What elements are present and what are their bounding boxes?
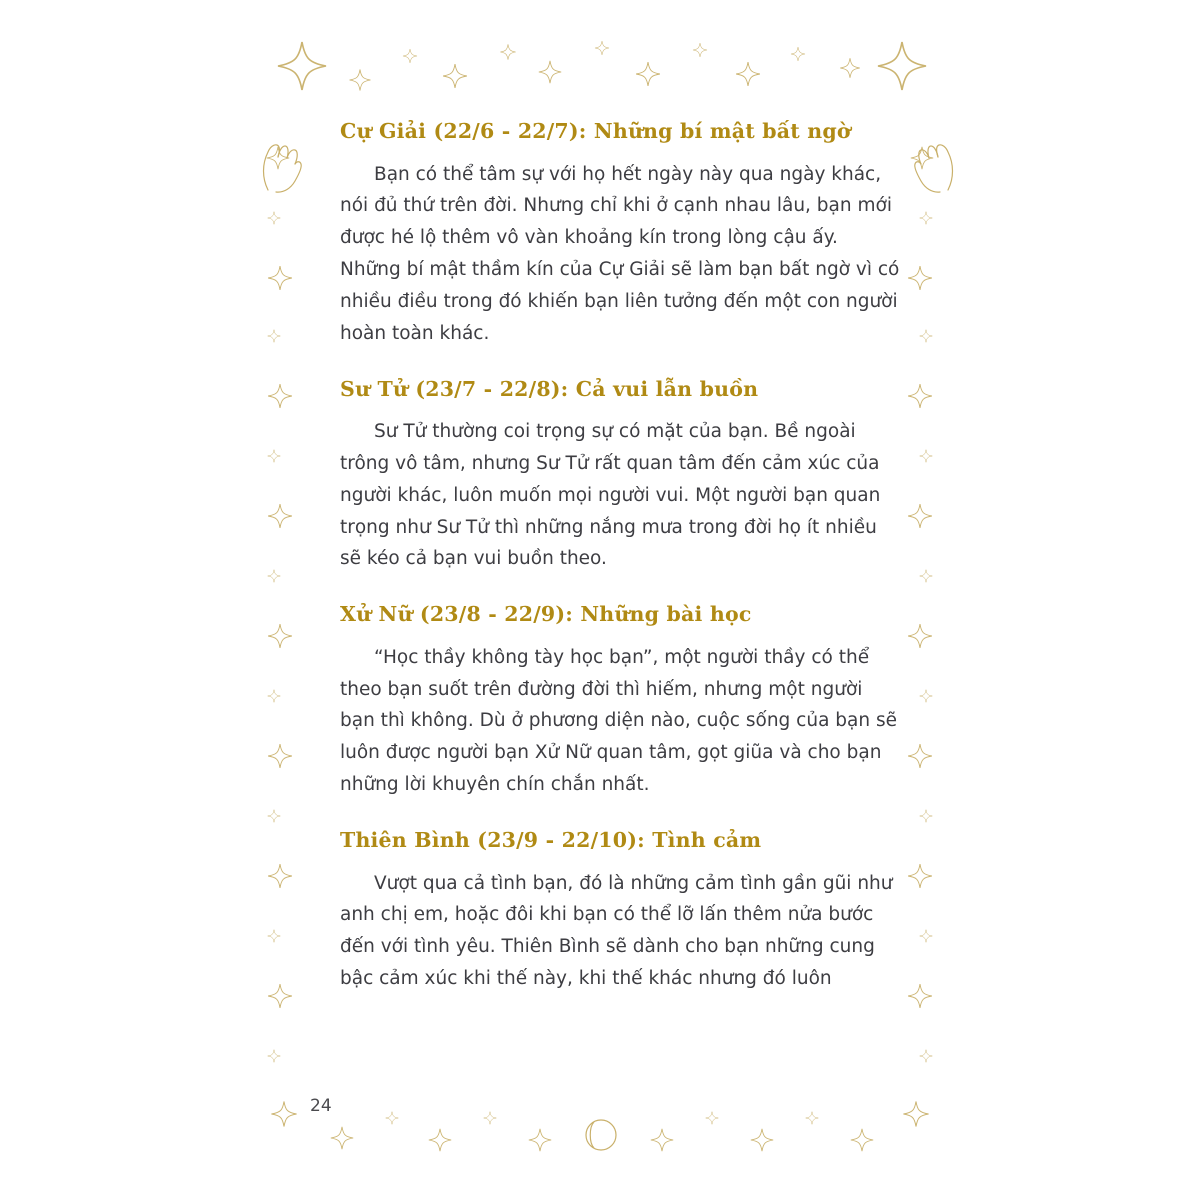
section-heading: Cự Giải (22/6 - 22/7): Những bí mật bất ngờ [340,119,851,143]
section-paragraph: “Học thầy không tày học bạn”, một người thầy có thể theo bạn suốt trên đường đời thì hiếm, nhưng một người bạn thì không. Dù ở phương diện nào, cuộc sống của bạn sẽ luôn được người bạn Xử Nữ quan tâm, gọt giũa và cho bạn những lời khuyên chín chắn nhất. [340,646,897,796]
page-body [340,118,900,1013]
hand-icon [912,138,958,196]
page-number: 24 [310,1096,332,1116]
section-paragraph: Bạn có thể tâm sự với họ hết ngày này qua ngày khác, nói đủ thứ trên đời. Nhưng chỉ khi ở cạnh nhau lâu, bạn mới được hé lộ thêm vô vàn khoảng kín trong lòng cậu ấy. Những bí mật thầm kín của Cự Giải sẽ làm bạn bất ngờ vì có nhiều điều trong đó khiến bạn liên tưởng đến một con người hoàn toàn khác. [340,163,900,344]
section-xu-nu [340,601,900,801]
section-thien-binh [340,827,900,995]
section-cu-giai [340,118,900,350]
section-heading: Thiên Bình (23/9 - 22/10): Tình cảm [340,827,762,852]
section-heading: Xử Nữ (23/8 - 22/9): Những bài học [340,602,752,627]
crescent-moon-icon [584,1118,618,1152]
section-su-tu [340,376,900,576]
hand-icon [258,138,304,196]
section-paragraph: Vượt qua cả tình bạn, đó là những cảm tình gần gũi như anh chị em, hoặc đôi khi bạn có thể lỡ lấn thêm nửa bước đến với tình yêu. Thiên Bình sẽ dành cho bạn những cung bậc cảm xúc khi thế này, khi thế khác nhưng đó luôn [340,872,893,989]
section-paragraph: Sư Tử thường coi trọng sự có mặt của bạn. Bề ngoài trông vô tâm, nhưng Sư Tử rất quan tâm đến cảm xúc của người khác, luôn muốn mọi người vui. Một người bạn quan trọng như Sư Tử thì những nắng mưa trong đời họ ít nhiều sẽ kéo cả bạn vui buồn theo. [340,421,881,570]
section-heading: Sư Tử (23/7 - 22/8): Cả vui lẫn buồn [340,376,759,401]
